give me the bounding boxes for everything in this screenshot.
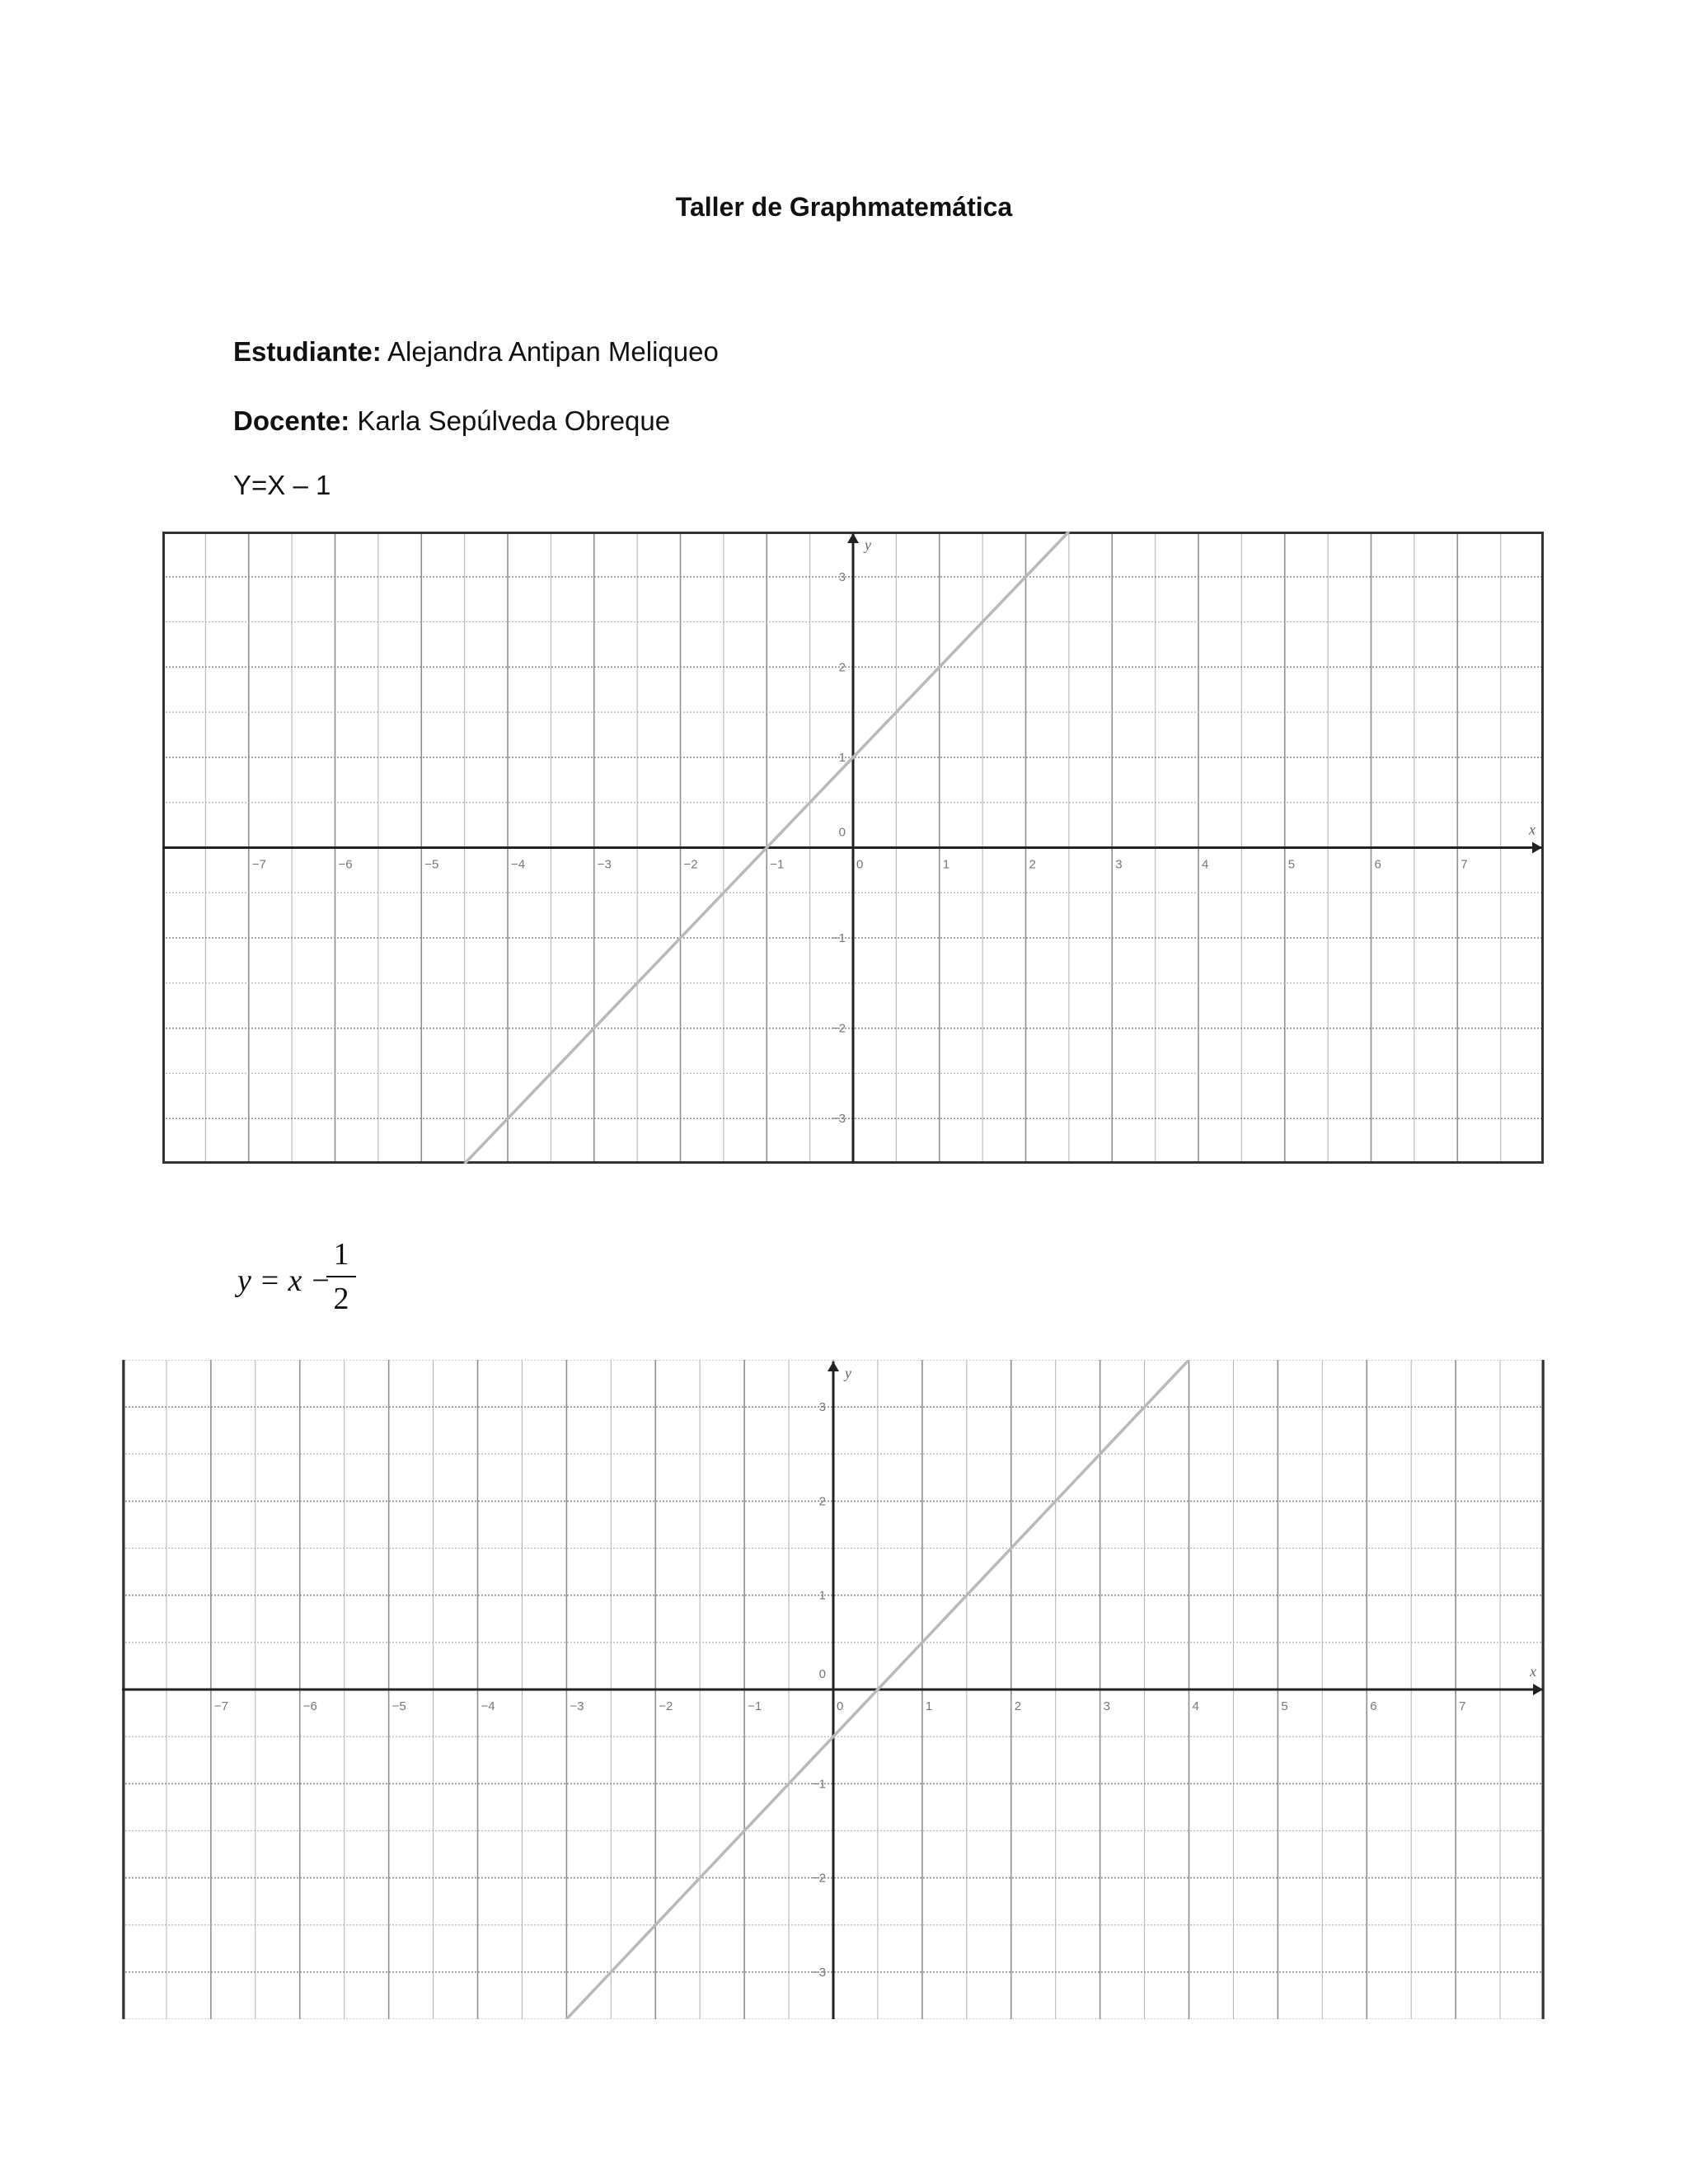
y-tick-label: 1 bbox=[838, 750, 846, 765]
y-axis-label: y bbox=[845, 1365, 851, 1381]
x-tick-label: 4 bbox=[1192, 1699, 1199, 1713]
fraction-denominator: 2 bbox=[333, 1282, 349, 1316]
x-tick-label: −1 bbox=[748, 1699, 762, 1713]
teacher-label: Docente: bbox=[233, 405, 350, 436]
teacher-name: Karla Sepúlveda Obreque bbox=[357, 405, 671, 436]
x-tick-label: 6 bbox=[1370, 1699, 1377, 1713]
equation-1: Y=X – 1 bbox=[233, 470, 331, 500]
graph-1 bbox=[162, 532, 1544, 1164]
document-title: Taller de Graphmatemática bbox=[675, 192, 1013, 222]
x-tick-label: 5 bbox=[1287, 857, 1296, 872]
x-tick-label: 2 bbox=[1029, 857, 1036, 872]
y-tick-label: −1 bbox=[831, 931, 846, 946]
y-tick-label: 0 bbox=[818, 1667, 826, 1681]
x-tick-label: −1 bbox=[770, 857, 785, 872]
equation-2-fraction bbox=[326, 1236, 356, 1317]
y-tick-label: 0 bbox=[838, 825, 846, 840]
x-tick-label: −6 bbox=[302, 1699, 317, 1713]
x-tick-label: −5 bbox=[392, 1699, 406, 1713]
x-tick-label: 0 bbox=[837, 1699, 844, 1713]
y-tick-label: 2 bbox=[838, 660, 846, 675]
fraction-bar bbox=[326, 1276, 356, 1277]
student-name: Alejandra Antipan Meliqueo bbox=[387, 336, 719, 367]
y-axis-label: y bbox=[865, 537, 871, 553]
x-axis-label: x bbox=[1529, 821, 1536, 838]
x-tick-label: −4 bbox=[511, 857, 526, 872]
y-axis-arrow bbox=[847, 533, 859, 543]
x-tick-label: 2 bbox=[1014, 1699, 1022, 1713]
x-tick-label: 7 bbox=[1461, 857, 1468, 872]
y-tick-label: 2 bbox=[818, 1494, 826, 1509]
x-tick-label: −4 bbox=[481, 1699, 495, 1713]
equation-2-lhs: y = x − bbox=[237, 1263, 331, 1298]
x-axis-arrow bbox=[1532, 842, 1542, 854]
x-tick-label: −3 bbox=[570, 1699, 584, 1713]
x-axis-label: x bbox=[1530, 1663, 1536, 1680]
x-tick-label: 1 bbox=[925, 1699, 933, 1713]
x-tick-label: −5 bbox=[424, 857, 439, 872]
y-tick-label: −2 bbox=[811, 1871, 826, 1886]
x-tick-label: 7 bbox=[1459, 1699, 1466, 1713]
x-tick-label: 1 bbox=[942, 857, 950, 872]
graph-2 bbox=[122, 1360, 1545, 2019]
x-tick-label: 0 bbox=[856, 857, 864, 872]
y-tick-label: 1 bbox=[818, 1588, 826, 1603]
fraction-numerator: 1 bbox=[333, 1237, 349, 1272]
y-tick-label: −1 bbox=[811, 1777, 826, 1792]
x-tick-label: −2 bbox=[659, 1699, 673, 1713]
x-tick-label: 4 bbox=[1202, 857, 1209, 872]
y-axis-arrow bbox=[828, 1361, 839, 1371]
x-tick-label: 3 bbox=[1115, 857, 1123, 872]
x-tick-label: −6 bbox=[338, 857, 353, 872]
x-axis-arrow bbox=[1533, 1684, 1543, 1695]
student-line bbox=[233, 336, 719, 368]
x-tick-label: 5 bbox=[1281, 1699, 1288, 1713]
x-tick-label: −7 bbox=[213, 1699, 228, 1713]
student-label: Estudiante: bbox=[233, 336, 382, 367]
y-tick-label: 3 bbox=[818, 1400, 826, 1415]
x-tick-label: −2 bbox=[683, 857, 698, 872]
x-tick-label: 3 bbox=[1103, 1699, 1110, 1713]
x-tick-label: −3 bbox=[597, 857, 612, 872]
x-tick-label: −7 bbox=[251, 857, 266, 872]
y-tick-label: 3 bbox=[838, 569, 846, 584]
y-tick-label: −3 bbox=[831, 1112, 846, 1127]
x-tick-label: 6 bbox=[1374, 857, 1381, 872]
y-tick-label: −3 bbox=[811, 1965, 826, 1980]
teacher-line bbox=[233, 405, 670, 437]
y-tick-label: −2 bbox=[831, 1021, 846, 1036]
